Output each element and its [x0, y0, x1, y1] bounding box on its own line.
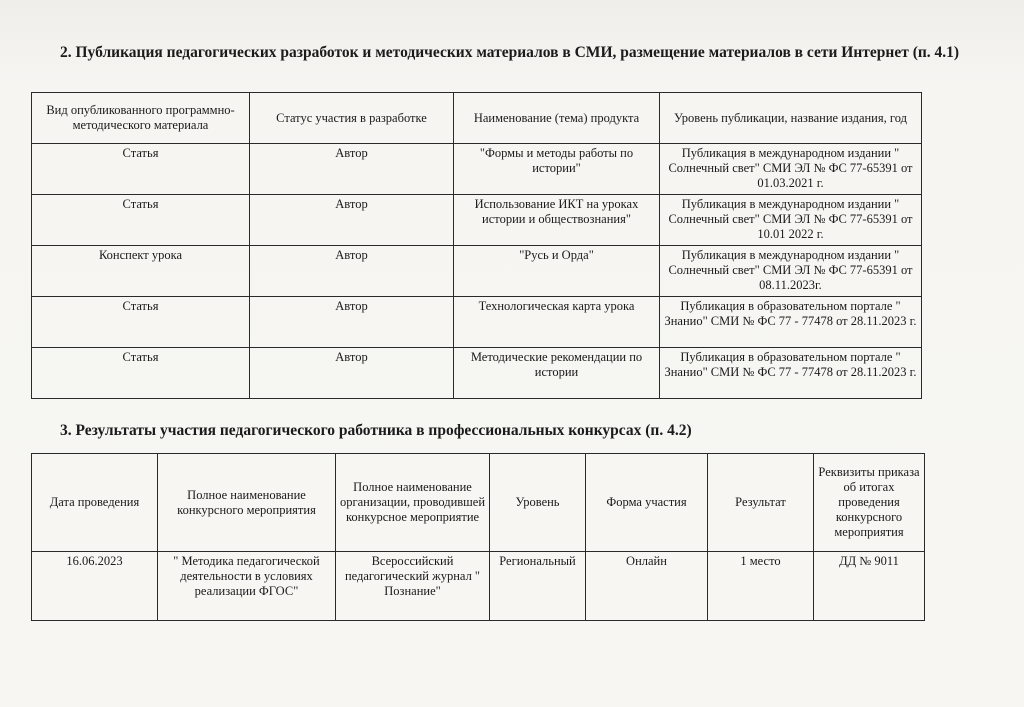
cell-event-name: " Методика педагогической деятельности в условиях реализации ФГОС" [158, 552, 336, 621]
col-header-publication-level: Уровень публикации, название издания, год [660, 93, 922, 144]
cell-result: 1 место [708, 552, 814, 621]
cell-material-type: Статья [32, 144, 250, 195]
cell-material-type: Статья [32, 195, 250, 246]
col-header-participation-form: Форма участия [586, 454, 708, 552]
col-header-order-details: Реквизиты приказа об итогах проведения конкурсного мероприятия [814, 454, 925, 552]
table-row [32, 246, 922, 297]
table-row [32, 144, 922, 195]
table-row [32, 348, 922, 399]
col-header-date: Дата проведения [32, 454, 158, 552]
cell-date: 16.06.2023 [32, 552, 158, 621]
cell-publication: Публикация в образовательном портале " Знанио" СМИ № ФС 77 - 77478 от 28.11.2023 г. [660, 348, 922, 399]
cell-material-type: Статья [32, 297, 250, 348]
cell-publication: Публикация в международном издании " Солнечный свет" СМИ ЭЛ № ФС 77-65391 от 08.11.2023г. [660, 246, 922, 297]
cell-participation-form: Онлайн [586, 552, 708, 621]
cell-publication: Публикация в образовательном портале " Знанио" СМИ № ФС 77 - 77478 от 28.11.2023 г. [660, 297, 922, 348]
col-header-organizer: Полное наименование организации, проводившей конкурсное мероприятие [336, 454, 490, 552]
table-row [32, 195, 922, 246]
cell-level: Региональный [490, 552, 586, 621]
cell-material-type: Конспект урока [32, 246, 250, 297]
cell-status: Автор [250, 246, 454, 297]
cell-order-details: ДД № 9011 [814, 552, 925, 621]
col-header-product-title: Наименование (тема) продукта [454, 93, 660, 144]
cell-title: Использование ИКТ на уроках истории и обществознания" [454, 195, 660, 246]
section-2-heading: 2. Публикация педагогических разработок и методических материалов в СМИ, размещение материалов в сети Интернет (п. 4.1) [60, 44, 960, 61]
cell-title: "Формы и методы работы по истории" [454, 144, 660, 195]
cell-status: Автор [250, 144, 454, 195]
section-3-heading: 3. Результаты участия педагогического работника в профессиональных конкурсах (п. 4.2) [60, 422, 692, 439]
table-header-row [32, 454, 925, 552]
col-header-material-type: Вид опубликованного программно-методического материала [32, 93, 250, 144]
cell-status: Автор [250, 348, 454, 399]
col-header-level: Уровень [490, 454, 586, 552]
competitions-table [31, 453, 925, 621]
cell-status: Автор [250, 195, 454, 246]
table-header-row [32, 93, 922, 144]
cell-material-type: Статья [32, 348, 250, 399]
table-row [32, 297, 922, 348]
publications-table [31, 92, 922, 399]
cell-organizer: Всероссийский педагогический журнал " Познание" [336, 552, 490, 621]
cell-publication: Публикация в международном издании " Солнечный свет" СМИ ЭЛ № ФС 77-65391 от 01.03.2021 г. [660, 144, 922, 195]
col-header-result: Результат [708, 454, 814, 552]
cell-status: Автор [250, 297, 454, 348]
cell-title: Методические рекомендации по истории [454, 348, 660, 399]
cell-title: "Русь и Орда" [454, 246, 660, 297]
table-row [32, 552, 925, 621]
col-header-participation-status: Статус участия в разработке [250, 93, 454, 144]
cell-publication: Публикация в международном издании " Солнечный свет" СМИ ЭЛ № ФС 77-65391 от 10.01 2022 г. [660, 195, 922, 246]
col-header-event-name: Полное наименование конкурсного мероприятия [158, 454, 336, 552]
cell-title: Технологическая карта урока [454, 297, 660, 348]
